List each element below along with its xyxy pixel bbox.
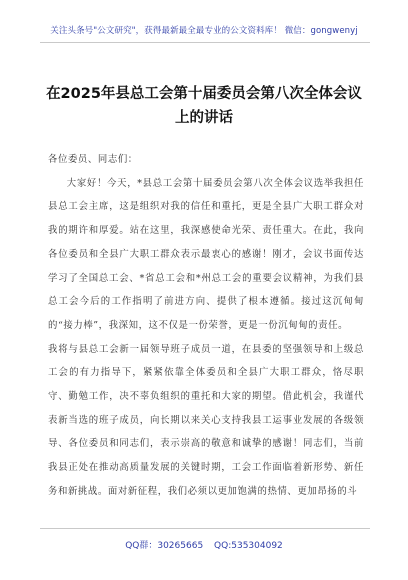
title-line-1: 在2025年县总工会第十届委员会第八次全体会议 — [46, 86, 362, 102]
qq-number: QQ:535304092 — [214, 541, 283, 551]
salutation: 各位委员、同志们： — [48, 154, 138, 165]
document-body — [48, 148, 364, 504]
paragraph-1: 大家好！今天，*县总工会第十届委员会第八次全体会议选举我担任县总工会主席，这是组织对我的信任和重托，更是全县广大职工群众对我的期许和厚爱。站在这里，我深感使命光荣、责任重大。在此，我向各位委员和全县广大职工群众表示最衷心的感谢！刚才，会议书面传达学习了全国总工会、*省总工会和*州总工会的重要会议精神，为我们县总工会今后的工作指明了前进方向、提供了根本遵循。接过这沉甸甸的“接力棒”，我深知，这不仅是一份荣誉，更是一份沉甸甸的责任。 — [48, 177, 364, 331]
header-divider — [40, 42, 370, 43]
header-notice: 关注头条号"公文研究"，获得最新最全最专业的公文资料库！ 微信：gongwenyj — [50, 26, 358, 36]
qq-group: QQ群：30265665 — [125, 541, 204, 551]
document-title — [0, 82, 408, 130]
footer-contact — [0, 538, 408, 551]
paragraph-2: 我将与县总工会新一届领导班子成员一道，在县委的坚强领导和上级总工会的有力指导下，紧紧依靠全体委员和全县广大职工群众，恪尽职守、勤勉工作，决不辜负组织的重托和大家的期望。借此机会，我谨代表新当选的班子成员，向长期以来关心支持我县工运事业发展的各级领导、各位委员和同志们，表示崇高的敬意和诚挚的感谢！同志们，当前我县正处在推动高质量发展的关键时期，工会工作面临着新形势、新任务和新挑战。面对新征程，我们必须以更加饱满的热情、更加昂扬的斗 — [48, 343, 364, 497]
title-line-2: 上的讲话 — [175, 110, 233, 126]
footer-divider — [40, 528, 370, 529]
